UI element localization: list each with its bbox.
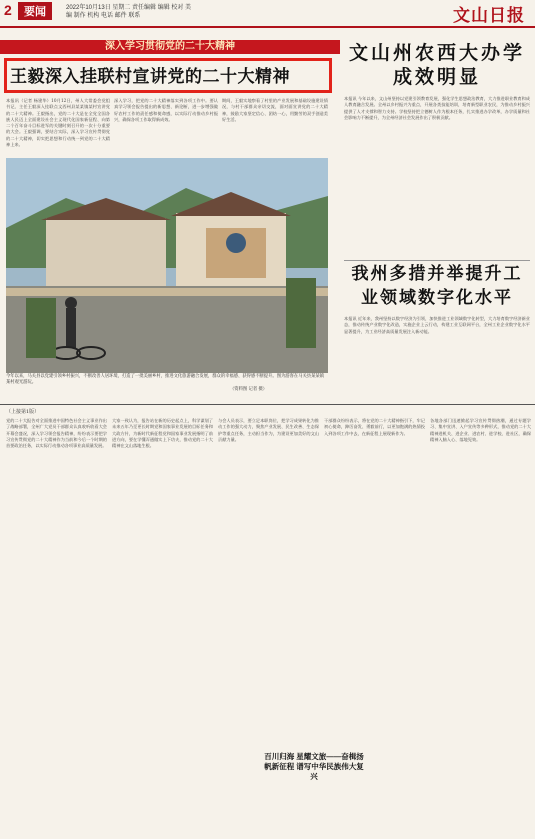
- headline: 王毅深入挂联村宣讲党的二十大精神: [10, 67, 290, 86]
- newspaper-logo: 文山日报: [453, 6, 525, 26]
- lower-column: 与会人员表示，要立足本职岗位，把学习成果转化为推动工作的强大动力，聚焦产业发展、民生改善、生态保护等重点任务，主动担当作为，为建设更加美好的文山贡献力量。: [218, 418, 319, 442]
- right-story-body: 本报讯 今年以来，文山州坚持以党建引领教育发展，强化学生思想政治教育，大力推进职业教育和成人教育融合发展。全州以乡村振兴为重点，开展各类技能培训，培育新型职业农民，为推动乡村振兴提供了人才支撑和智力支持。学校坚持把立德树人作为根本任务，扎实推进办学改革，办学质量和社会影响力不断提升，为全州经济社会发展作出了积极贡献。: [344, 96, 530, 120]
- subsection-title: 百川归海 星耀文旅——奋楫扬帆新征程 谱写中华民族伟大复兴: [264, 752, 364, 781]
- dateline: 2022年10月13日 星期二 责任编辑 编辑 校对 美编 制作 机构 电话 邮件 联系: [66, 5, 192, 19]
- topic-banner-text: 深入学习贯彻党的二十大精神: [105, 41, 235, 52]
- lower-column: 党的二十大报告对全面推进中国特色社会主义事业作出了战略部署，全州广大党员干部群众认真收听收看大会开幕会盛况，深入学习领会报告精神，纷纷表示要把学习宣传贯彻党的二十大精神作为当前和今后一个时期的首要政治任务，以实际行动推动各项事业高质量发展。: [6, 418, 107, 449]
- lead-column-3: 期间，王毅实地察看了村里的产业发展和基础设施建设情况，与村干部群众亲切交流，面对面宣讲党的二十大精神，鼓励大家坚定信心、团结一心，用勤劳的双手创造美好生活。: [222, 98, 328, 122]
- page-number: 2: [4, 2, 12, 18]
- photo-caption: 今年以来，马关县以党建引领乡村振兴，不断改善人居环境，打造了一批美丽乡村，推进文化旅游融合发展，群众的幸福感、获得感不断提升。图为游客在马关县某某镇某村观光游玩。: [6, 374, 324, 385]
- right-story2-title: 我州多措并举提升工业领域数字化水平: [351, 264, 523, 307]
- lower-column: 大家一致认为，报告站在新的历史起点上，科学谋划了未来五年乃至更长时期党和国家事业发展的目标任务和大政方针，为新时代新征程党和国家事业发展指明了前进方向，要在学懂弄通做实上下功夫，推动党的二十大精神在文山落地生根。: [112, 418, 213, 449]
- right-story2-body: 本报讯 近年来，我州坚持以数字经济为引领，加快推进工业领域数字化转型，大力培育数字经济新业态，推动传统产业数字化改造，实施企业上云行动，构建工业互联网平台，全州工业企业数字化水平显著提升，为工业经济高质量发展注入新动能。: [344, 316, 530, 334]
- section-divider: [0, 404, 535, 405]
- section-label: 要闻: [18, 2, 52, 20]
- divider: [344, 260, 530, 261]
- lower-column: 干部群众纷纷表示，将在党的二十大精神指引下，牢记初心使命，踔厉奋发、勇毅前行，以更加饱满的热情投入到各项工作中去，在新征程上展现新作为。: [324, 418, 425, 436]
- lower-column: 各地各部门迅速掀起学习宣传贯彻热潮，通过专题学习、集中宣讲、入户宣传等多种形式，推动党的二十大精神进机关、进企业、进农村、进学校、进社区，确保精神入脑入心、落地见效。: [430, 418, 531, 442]
- lead-column-1: 本报讯（记者 杨建华）10月12日，州人大常委会党组书记、主任王毅深入挂联点文西州县某某镇某村宣讲党的二十大精神。王毅指出，党的二十大是在全党全国各族人民迈上全面建设社会主义现代化国家新征程、向第二个百年奋斗目标进军的关键时刻召开的一次十分重要的大会。王毅强调，要结合实际，深入学习宣传贯彻党的二十大精神，切实把思想和行动统一到党的二十大精神上来。: [6, 98, 110, 148]
- village-photo: [6, 158, 328, 373]
- continuation-note: （上接第1版）: [6, 409, 40, 415]
- lead-column-2: 深入学习，把党的二十大精神落实到各项工作中。要认真学习领会报告提出的新思想、新论断，进一步增强做好农村工作的责任感和使命感，以实际行动推动乡村振兴，确保各项工作取得新成效。: [114, 98, 218, 122]
- right-story-title: 文山州农西大办学成效明显: [348, 43, 525, 88]
- photo-credit: （资料图 记者 摄）: [230, 387, 268, 392]
- topic-banner: [0, 40, 340, 54]
